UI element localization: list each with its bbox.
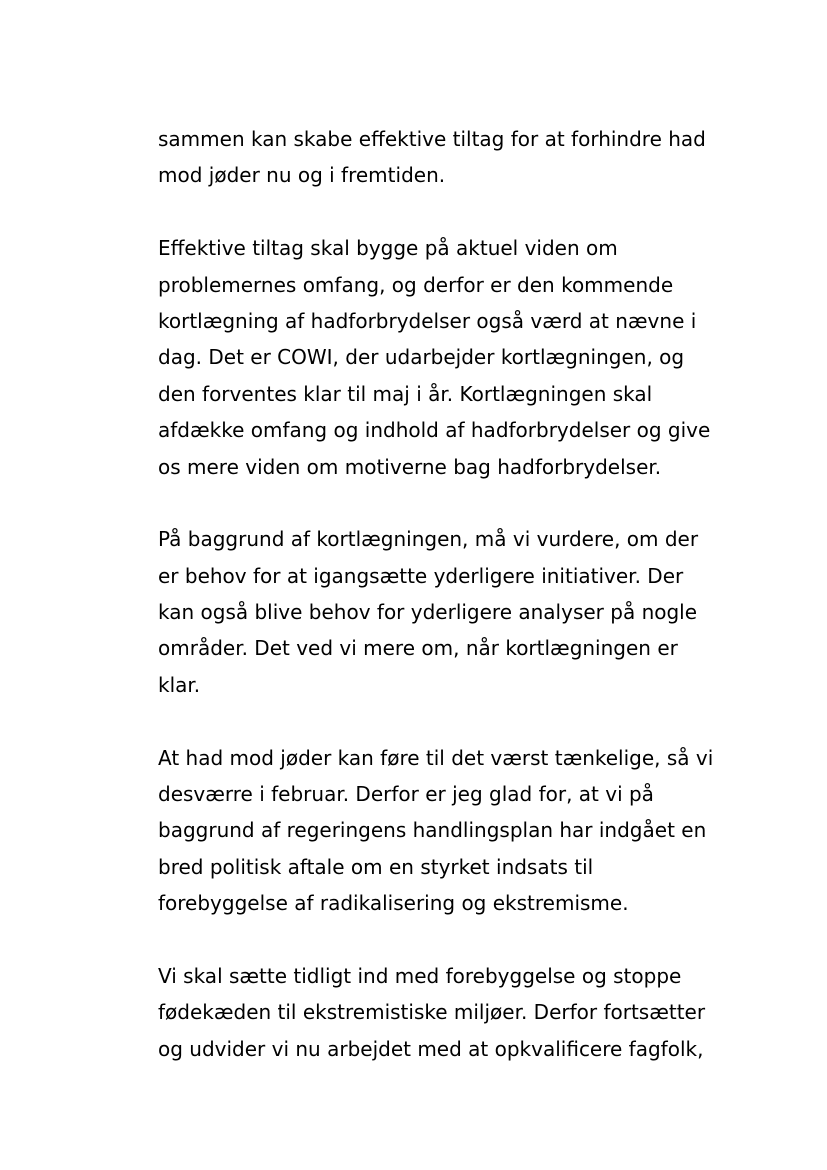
text-line: baggrund af regeringens handlingsplan har indgået en [158, 818, 707, 843]
text-line: Vi skal sætte tidligt ind med forebyggelse og stoppe [158, 963, 682, 988]
text-line: At had mod jøder kan føre til det værst tænkelige, så vi [158, 745, 714, 770]
text-line: områder. Det ved vi mere om, når kortlægningen er [158, 636, 678, 661]
paragraph-4 [158, 740, 728, 922]
text-line: Effektive tiltag skal bygge på aktuel viden om [158, 236, 618, 261]
text-line: er behov for at igangsætte yderligere initiativer. Der [158, 563, 684, 588]
text-line: problemernes omfang, og derfor er den kommende [158, 272, 674, 297]
text-line: desværre i februar. Derfor er jeg glad for, at vi på [158, 782, 654, 807]
text-line: fødekæden til ekstremistiske miljøer. Derfor fortsætter [158, 1000, 706, 1025]
document-body [158, 121, 728, 1104]
text-line: forebyggelse af radikalisering og ekstremisme. [158, 891, 629, 916]
paragraph-2 [158, 230, 728, 485]
text-line: sammen kan skabe effektive tiltag for at forhindre had [158, 127, 706, 151]
text-line: kan også blive behov for yderligere analyser på nogle [158, 600, 698, 625]
text-line: bred politisk aftale om en styrket indsats til [158, 854, 594, 879]
paragraph-3 [158, 521, 728, 703]
text-line: afdække omfang og indhold af hadforbrydelser og give [158, 418, 711, 443]
text-line: os mere viden om motiverne bag hadforbrydelser. [158, 454, 662, 479]
text-line: den forventes klar til maj i år. Kortlægningen skal [158, 381, 653, 406]
text-line: dag. Det er COWI, der udarbejder kortlægningen, og [158, 345, 685, 370]
text-line: og udvider vi nu arbejdet med at opkvalificere fagfolk, [158, 1036, 704, 1061]
text-line: klar. [158, 672, 201, 697]
text-line: På baggrund af kortlægningen, må vi vurdere, om der [158, 527, 699, 552]
text-line: kortlægning af hadforbrydelser også værd at nævne i [158, 308, 697, 333]
paragraph-5 [158, 958, 728, 1067]
text-line: mod jøder nu og i fremtiden. [158, 163, 446, 188]
paragraph-1 [158, 121, 728, 194]
